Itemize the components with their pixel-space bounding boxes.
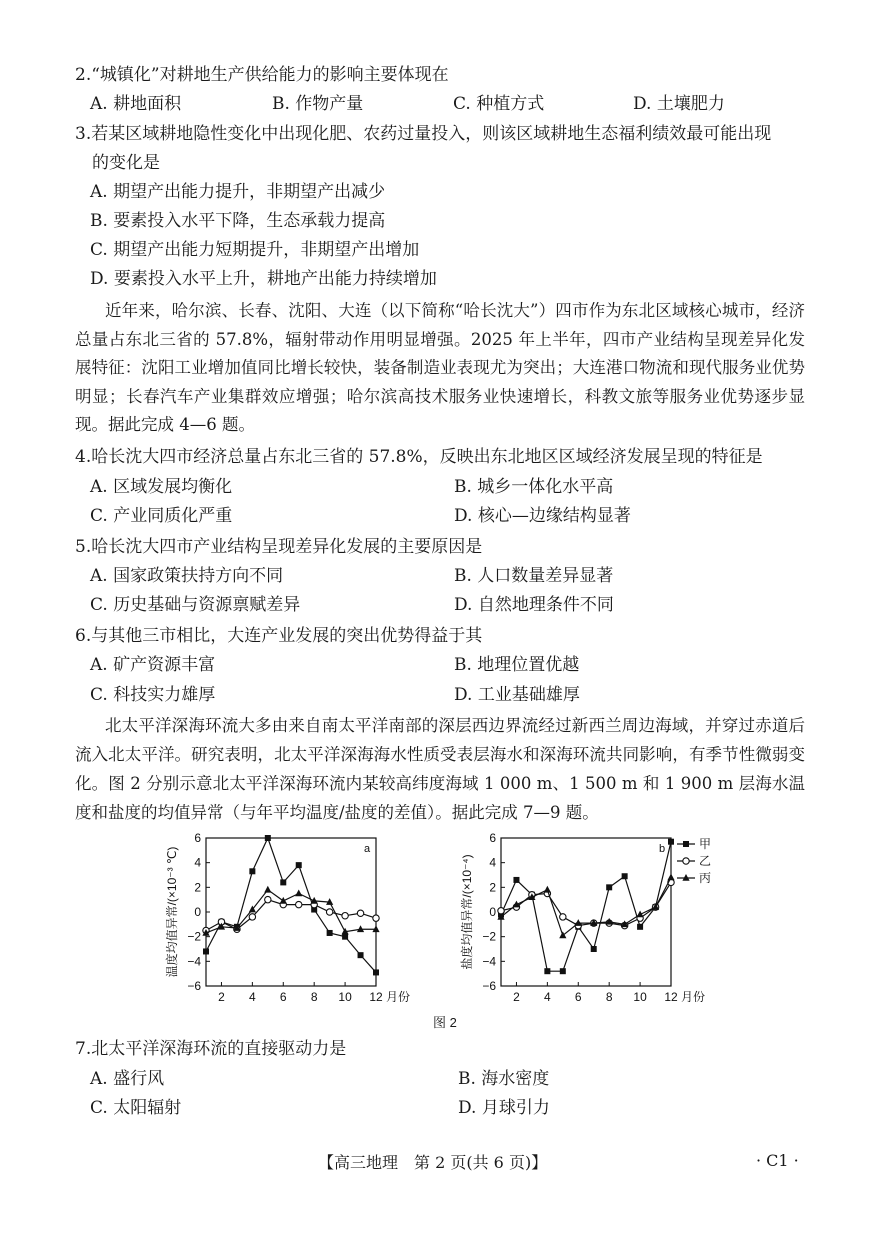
q5-option-c: C. 历史基础与资源禀赋差异: [90, 595, 301, 615]
chart-b-point-1: [560, 968, 566, 974]
chart-b-legend-label-2: 乙: [699, 854, 712, 868]
chart-a-xlabel: 月份: [386, 990, 411, 1004]
chart-b-series-line-1: [501, 842, 671, 972]
chart-a-point-3: [372, 925, 379, 932]
chart-b-ytick-label: 4: [489, 855, 496, 870]
chart-a-xtick-label: 10: [338, 990, 352, 1004]
q7-options-row2: [90, 1097, 810, 1119]
chart-b-series-line-3: [501, 877, 671, 935]
q6-option-b: B. 地理位置优越: [454, 655, 580, 675]
chart-b-xtick-label: 2: [513, 990, 520, 1004]
chart-b-xtick-label: 4: [544, 990, 551, 1004]
chart-a-point-3: [357, 925, 364, 932]
chart-a-xtick-label: 2: [218, 990, 225, 1004]
chart-b-point-1: [544, 968, 550, 974]
q4-option-c: C. 产业同质化严重: [90, 506, 233, 526]
chart-a-ytick-label: 4: [194, 855, 201, 870]
q3-stem-line1: 3.若某区域耕地隐性变化中出现化肥、农药过量投入，则该区域耕地生态福利绩效最可能出现: [75, 124, 772, 144]
q7-option-a: A. 盛行风: [90, 1069, 165, 1089]
q6-option-a: A. 矿产资源丰富: [90, 655, 216, 675]
chart-a-ytick-label: 6: [194, 831, 201, 845]
q4-option-a: A. 区域发展均衡化: [90, 477, 233, 497]
chart-b-point-1: [668, 839, 674, 845]
chart-a-ytick-label: 0: [194, 905, 201, 919]
q3-option-c: C. 期望产出能力短期提升，非期望产出增加: [90, 240, 420, 260]
chart-b-xtick-label: 6: [574, 990, 582, 1004]
chart-b-panel-label: b: [659, 843, 666, 855]
q2-option-b: B. 作物产量: [272, 94, 364, 114]
q3-option-d: D. 要素投入水平上升，耕地产出能力持续增加: [90, 269, 437, 289]
q7-option-c: C. 太阳辐射: [90, 1098, 182, 1118]
chart-b-point-3: [559, 931, 566, 938]
q6-stem: 6.与其他三市相比，大连产业发展的突出优势得益于其: [75, 626, 483, 646]
chart-a-series-line-2: [206, 900, 376, 931]
chart-a-point-2: [265, 896, 271, 902]
chart-b-ytick-label: −2: [482, 929, 496, 944]
chart-b-legend-marker-1: [683, 841, 689, 847]
chart-b-xtick-label: 10: [633, 990, 647, 1004]
chart-a-point-1: [280, 879, 286, 885]
q2-option-c: C. 种植方式: [453, 94, 545, 114]
chart-b-point-3: [667, 873, 674, 880]
q6-options-row1: [90, 654, 810, 676]
chart-b-xtick-label: 12: [664, 990, 678, 1004]
page-code: · C1 ·: [756, 1151, 799, 1170]
q4-options-row1: [90, 476, 810, 498]
chart-a-point-2: [296, 901, 302, 907]
q5-options-row1: [90, 565, 810, 587]
chart-b-ytick-label: −6: [482, 979, 496, 993]
q5-option-b: B. 人口数量差异显著: [454, 566, 614, 586]
q7-options-row1: [90, 1068, 810, 1090]
chart-b-ytick-label: −4: [482, 954, 496, 969]
chart-b-point-1: [622, 873, 628, 879]
chart-b-point-1: [637, 924, 643, 930]
chart-b-legend-label-3: 丙: [699, 871, 712, 885]
q7-option-d: D. 月球引力: [458, 1098, 550, 1118]
chart-b-ytick-label: 2: [489, 880, 496, 895]
chart-a-point-1: [296, 862, 302, 868]
q4-option-b: B. 城乡一体化水平高: [454, 477, 614, 497]
chart-a-point-2: [342, 913, 348, 919]
chart-b-svg: [455, 832, 725, 1012]
q2-stem: 2.“城镇化”对耕地生产供给能力的影响主要体现在: [75, 65, 449, 85]
chart-a-series-line-1: [206, 838, 376, 972]
chart-a-point-2: [357, 910, 363, 916]
chart-b-point-1: [513, 877, 519, 883]
chart-a-xtick-label: 6: [279, 990, 287, 1004]
q5-options-row2: [90, 594, 810, 616]
chart-a-svg: [160, 832, 420, 1012]
chart-a-ytick-label: −2: [187, 929, 201, 944]
chart-a-xtick-label: 12: [369, 990, 383, 1004]
chart-a-point-3: [295, 890, 302, 897]
chart-a-panel-label: a: [364, 843, 371, 855]
q7-option-b: B. 海水密度: [458, 1069, 550, 1089]
chart-a-ytick-label: −4: [187, 954, 201, 969]
chart-a-xtick-label: 4: [249, 990, 256, 1004]
chart-a-point-1: [249, 868, 255, 874]
chart-b-legend-marker-2: [683, 858, 689, 864]
page-footer: 【高三地理 第 2 页(共 6 页)】: [318, 1153, 548, 1172]
chart-a-ylabel: 温度均值异常/(×10⁻³ ℃): [165, 846, 179, 978]
q4-options-row2: [90, 505, 810, 527]
q6-options-row2: [90, 684, 810, 706]
chart-a-point-1: [342, 934, 348, 940]
chart-a-point-3: [264, 886, 271, 893]
chart-a-ytick-label: 2: [194, 880, 201, 895]
chart-b-xtick-label: 8: [605, 990, 613, 1004]
passage-4-6: 近年来，哈尔滨、长春、沈阳、大连（以下简称“哈长沈大”）四市作为东北区域核心城市，经济总量占东北三省的 57.8%，辐射带动作用明显增强。2025 年上半年，四市产业结构呈现差异化发展特征：沈阳工业增加值同比增长较快，装备制造业表现尤为突出；大连港口物流和现代服务业优势明显；长春汽车产业集群效应增强；哈尔滨高技术服务业快速增长，科教文旅等服务业优势逐步显现。据此完成 4—6 题。: [75, 301, 805, 435]
chart-b-ylabel: 盐度均值异常/(×10⁻⁴): [460, 854, 474, 970]
passage-7-9: 北太平洋深海环流大多由来自南太平洋南部的深层西边界流经过新西兰周边海域，并穿过赤道后流入北太平洋。研究表明，北太平洋深海海水性质受表层海水和深海环流共同影响，有季节性微弱变化。图 2 分别示意北太平洋深海环流内某较高纬度海域 1 000 m、1 500 m 和 1 900 m 层海水温度和盐度的均值异常（与年平均温度/盐度的差值）。据此完成 7—9 题。: [75, 716, 805, 822]
q6-option-d: D. 工业基础雄厚: [454, 685, 580, 705]
chart-b-ytick-label: 6: [489, 831, 496, 845]
q5-stem: 5.哈长沈大四市产业结构呈现差异化发展的主要原因是: [75, 537, 483, 557]
q6-option-c: C. 科技实力雄厚: [90, 685, 216, 705]
q4-stem: 4.哈长沈大四市经济总量占东北三省的 57.8%，反映出东北地区区域经济发展呈现的特征是: [75, 447, 763, 467]
figure-caption: 图 2: [433, 1015, 457, 1030]
chart-a-point-2: [373, 915, 379, 921]
chart-b-point-3: [544, 886, 551, 893]
q2-option-a: A. 耕地面积: [90, 94, 182, 114]
chart-b-point-1: [606, 884, 612, 890]
q3-stem-line2: 的变化是: [92, 153, 160, 173]
chart-a-frame: [206, 838, 376, 986]
chart-a-point-2: [326, 909, 332, 915]
q5-option-a: A. 国家政策扶持方向不同: [90, 566, 284, 586]
chart-b-xlabel: 月份: [681, 990, 706, 1004]
chart-b-point-1: [591, 946, 597, 952]
chart-a-ytick-label: −6: [187, 979, 201, 993]
chart-a-point-2: [249, 914, 255, 920]
chart-b-legend-label-1: 甲: [699, 837, 712, 851]
q3-option-a: A. 期望产出能力提升，非期望产出减少: [90, 182, 386, 202]
chart-a-point-1: [265, 835, 271, 841]
chart-a: [160, 832, 420, 1017]
chart-b: [455, 832, 725, 1017]
chart-b-ytick-label: 0: [489, 905, 496, 919]
chart-a-point-1: [373, 969, 379, 975]
chart-b-point-2: [560, 914, 566, 920]
chart-a-xtick-label: 8: [310, 990, 318, 1004]
q4-option-d: D. 核心—边缘结构显著: [454, 506, 631, 526]
q5-option-d: D. 自然地理条件不同: [454, 595, 614, 615]
chart-a-point-1: [358, 952, 364, 958]
chart-a-point-1: [327, 930, 333, 936]
q7-stem: 7.北太平洋深海环流的直接驱动力是: [75, 1039, 347, 1059]
q2-option-d: D. 土壤肥力: [633, 94, 725, 114]
chart-a-point-1: [203, 948, 209, 954]
q2-options: [90, 93, 810, 115]
q3-option-b: B. 要素投入水平下降，生态承载力提高: [90, 211, 386, 231]
